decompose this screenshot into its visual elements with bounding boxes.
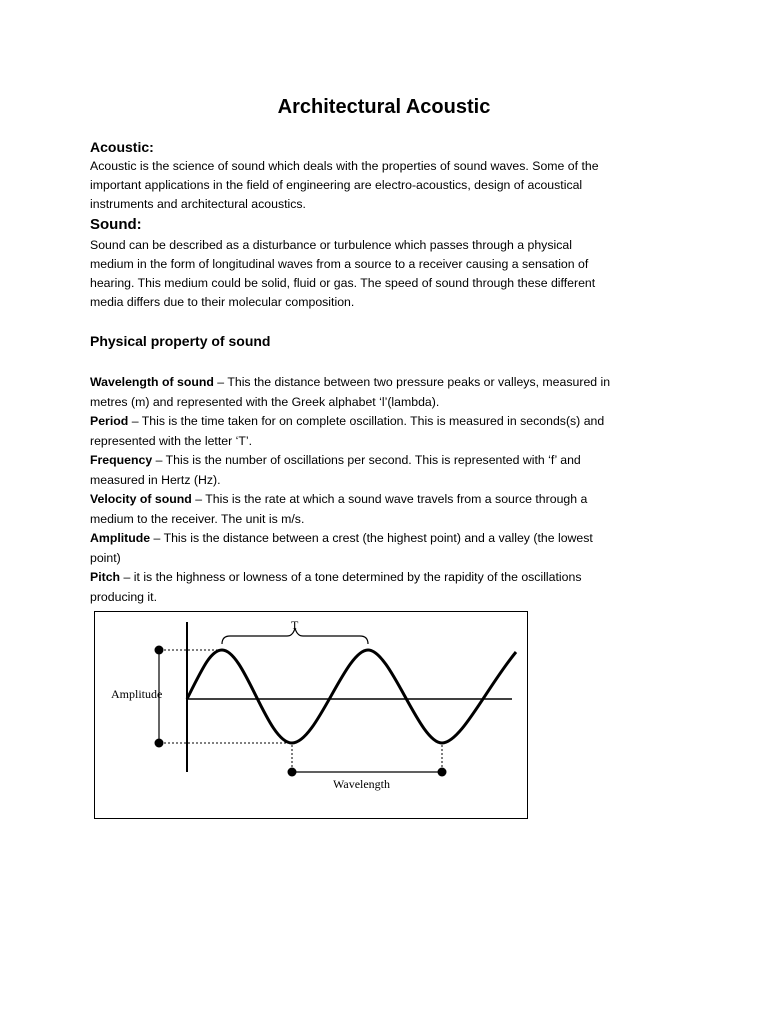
wave-figure xyxy=(94,611,528,819)
heading-sound: Sound: xyxy=(90,216,142,233)
paragraph-line: media differs due to their molecular composition. xyxy=(90,295,355,309)
paragraph-line: important applications in the field of engineering are electro-acoustics, design of acoustical xyxy=(90,178,583,192)
definition-term: Velocity of sound xyxy=(90,492,192,506)
amplitude-top-dot xyxy=(155,646,164,655)
definition-text: producing it. xyxy=(90,589,157,604)
paragraph-line: instruments and architectural acoustics. xyxy=(90,197,306,211)
definition-term: Amplitude xyxy=(90,531,151,545)
paragraph-acoustic xyxy=(90,157,680,214)
period-label: T xyxy=(291,618,299,632)
definition-period xyxy=(90,412,680,451)
definition-text: – This the distance between two pressure peaks or valleys, measured in xyxy=(213,375,611,389)
amplitude-label: Amplitude xyxy=(111,687,163,701)
heading-physical-property: Physical property of sound xyxy=(90,333,271,349)
definitions-list xyxy=(90,373,680,607)
paragraph-line: Acoustic is the science of sound which deals with the properties of sound waves. Some of the xyxy=(90,159,599,173)
wavelength-label: Wavelength xyxy=(333,777,391,791)
paragraph-line: Sound can be described as a disturbance or turbulence which passes through a physical xyxy=(90,238,572,252)
wavelength-right-dot xyxy=(438,768,447,777)
definition-text: – This is the number of oscillations per second. This is represented with ‘f’ and xyxy=(152,453,581,467)
definition-term: Wavelength of sound xyxy=(90,375,214,389)
definition-amplitude xyxy=(90,529,680,568)
paragraph-sound xyxy=(90,236,680,312)
heading-acoustic: Acoustic: xyxy=(90,139,154,155)
page-title: Architectural Acoustic xyxy=(277,96,491,118)
definition-text: metres (m) and represented with the Greek alphabet ‘l’(lambda). xyxy=(90,394,440,409)
definition-term: Frequency xyxy=(90,453,153,467)
definition-frequency xyxy=(90,451,680,490)
paragraph-line: medium in the form of longitudinal waves from a source to a receiver causing a sensation of xyxy=(90,257,589,271)
wave-diagram xyxy=(95,612,529,820)
definition-text: – This is the rate at which a sound wave travels from a source through a xyxy=(191,492,588,506)
definition-text: point) xyxy=(90,550,121,565)
definition-text: represented with the letter ‘T’. xyxy=(90,433,252,448)
definition-text: – This is the distance between a crest (the highest point) and a valley (the lowest xyxy=(150,531,593,545)
definition-term: Period xyxy=(90,414,129,428)
definition-velocity xyxy=(90,490,680,529)
amplitude-bottom-dot xyxy=(155,739,164,748)
definition-text: medium to the receiver. The unit is m/s. xyxy=(90,511,305,526)
definition-text: – This is the time taken for on complete oscillation. This is measured in seconds(s) and xyxy=(128,414,605,428)
definition-text: – it is the highness or lowness of a tone determined by the rapidity of the oscillations xyxy=(120,570,582,584)
definition-text: measured in Hertz (Hz). xyxy=(90,472,221,487)
definition-wavelength xyxy=(90,373,680,412)
definition-term: Pitch xyxy=(90,570,121,584)
definition-pitch xyxy=(90,568,680,607)
sine-wave xyxy=(187,650,516,743)
wavelength-left-dot xyxy=(288,768,297,777)
paragraph-line: hearing. This medium could be solid, fluid or gas. The speed of sound through these different xyxy=(90,276,596,290)
